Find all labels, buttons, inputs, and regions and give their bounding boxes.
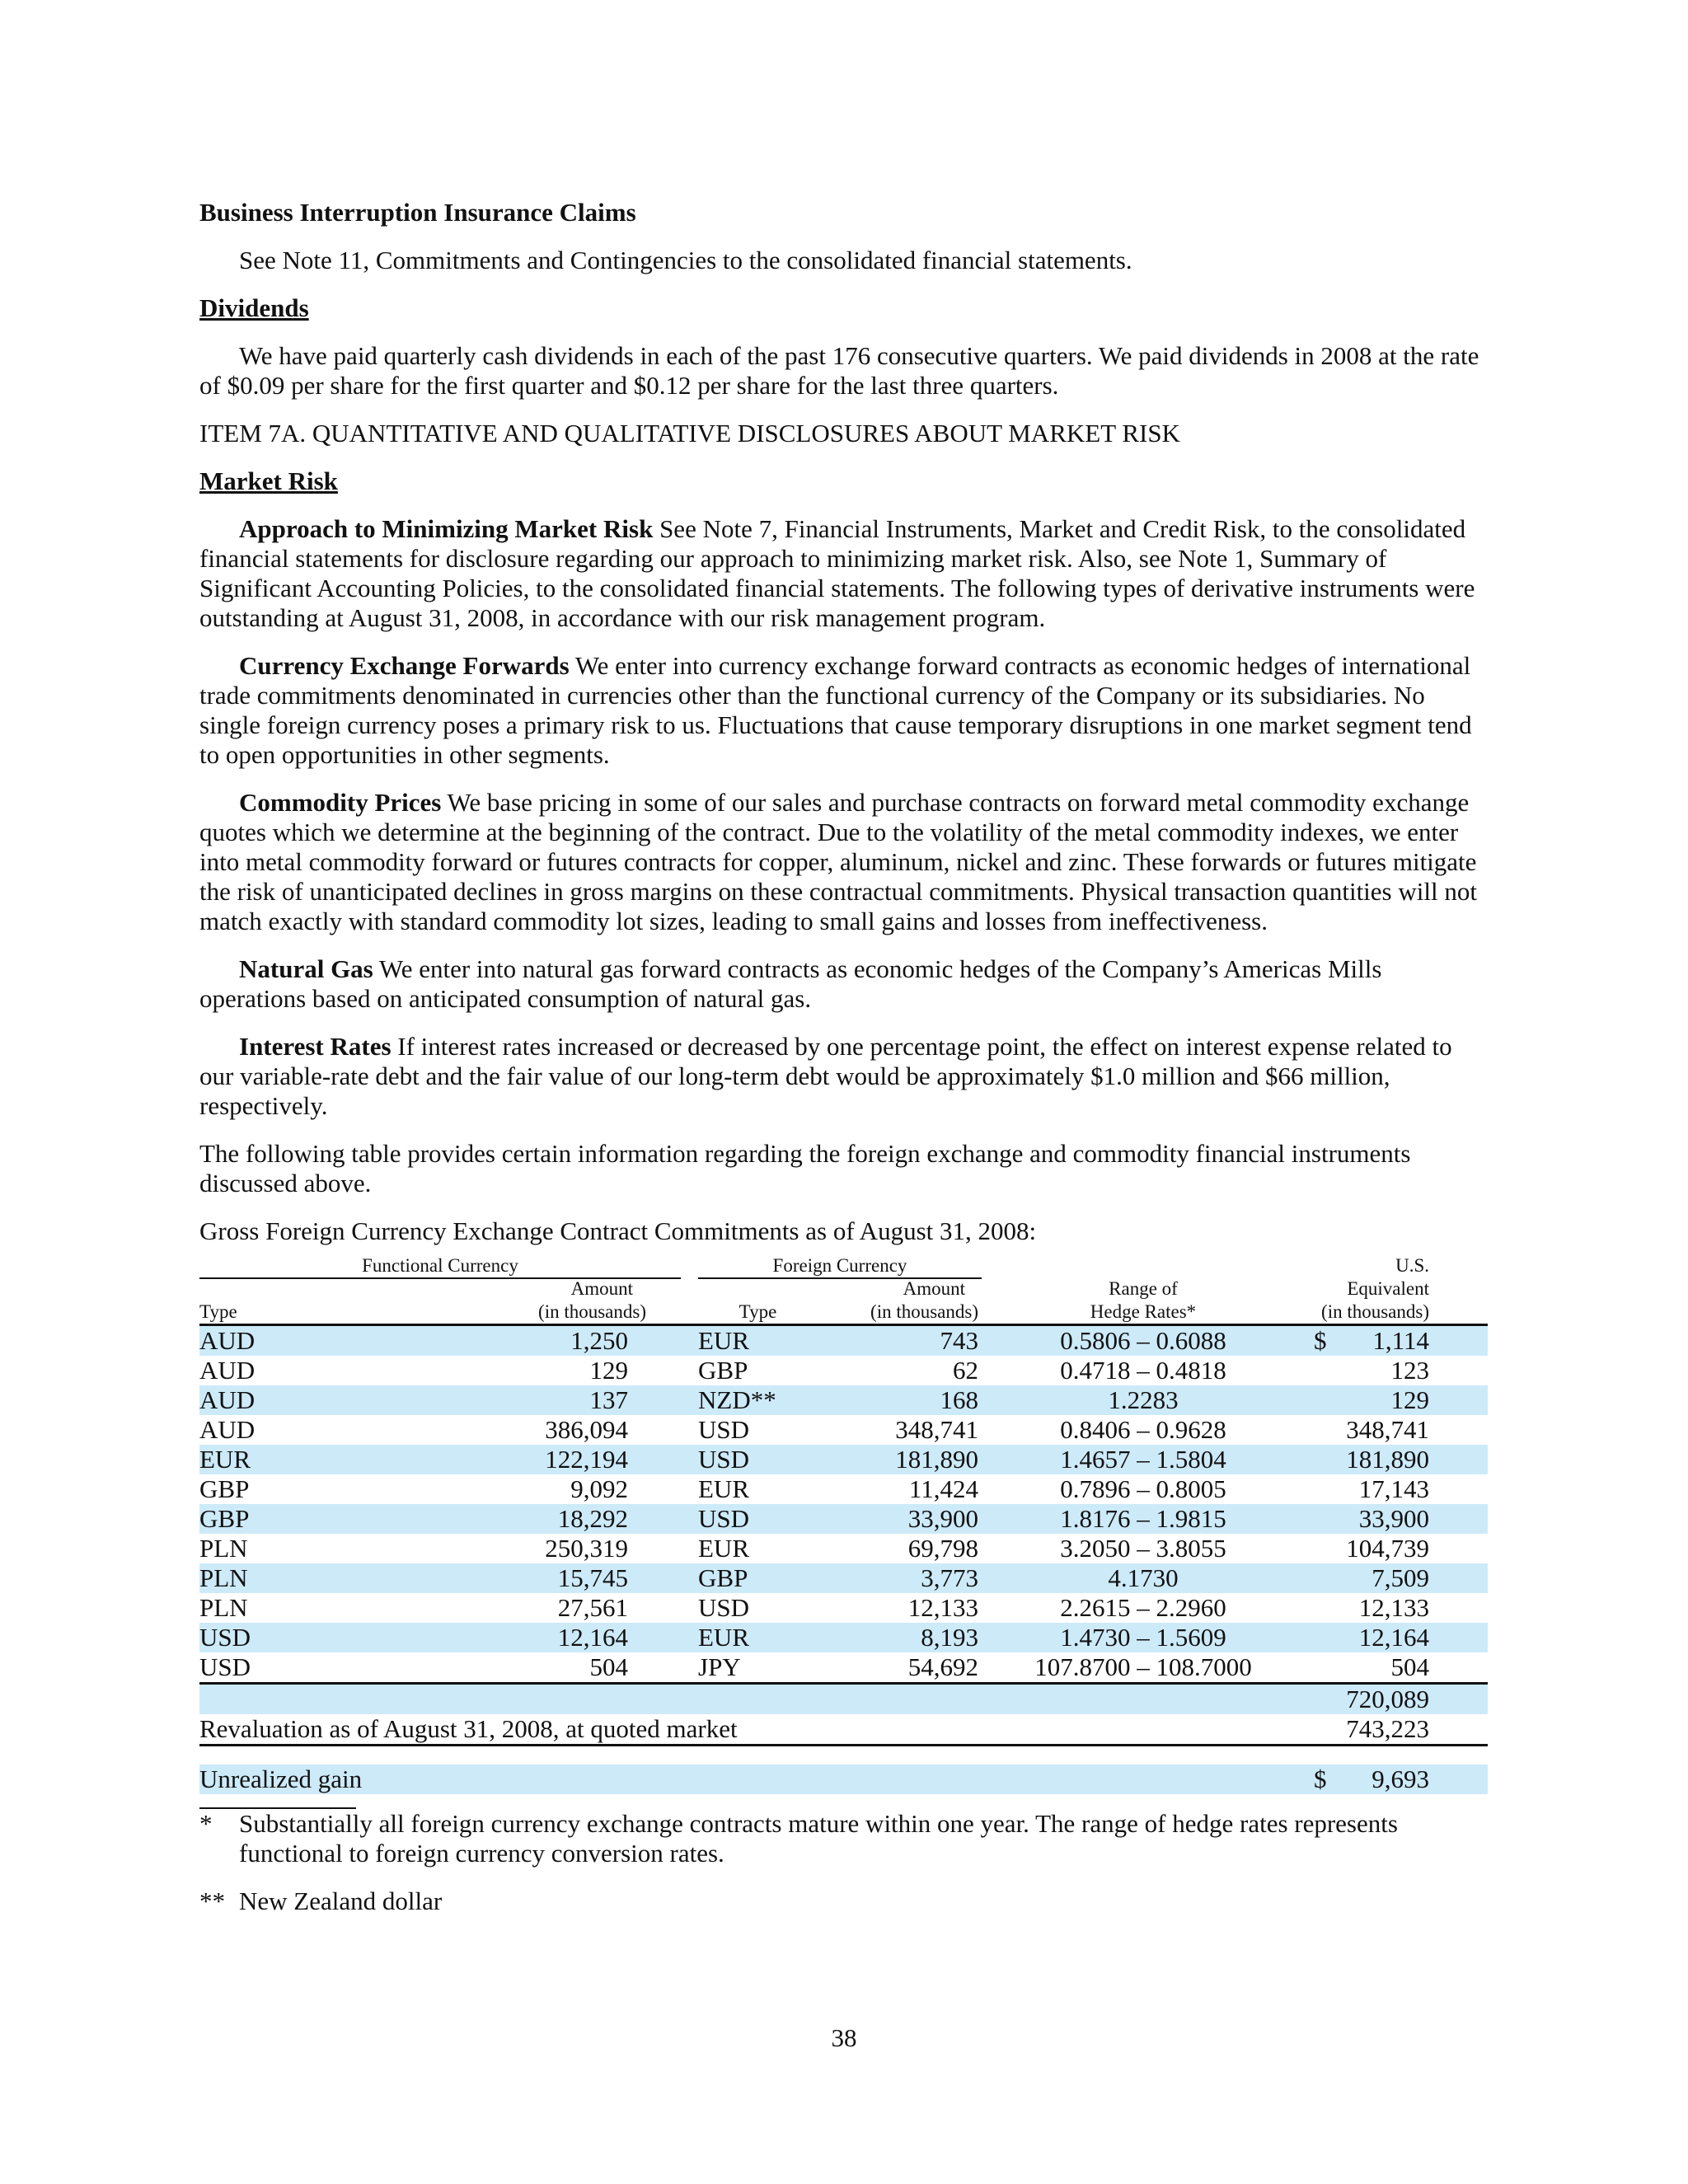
functional-amount: 137: [589, 1385, 628, 1414]
item-7a-heading: ITEM 7A. QUANTITATIVE AND QUALITATIVE DISCLOSURES ABOUT MARKET RISK: [199, 419, 1180, 448]
foreign-amount: 12,133: [907, 1593, 978, 1622]
market-risk-paragraph: [199, 651, 1488, 770]
paragraph-text: We base pricing in some of our sales and purchase contracts on forward metal commodity exchange quotes which we determine at the beginning of the contract. Due to the volatility of the metal commodity indexes, we enter into metal commodity forward or futures contracts for copper, aluminum, nickel and zinc. These forwards or futures mitigate the risk of unanticipated declines in gross margins on these contractual commitments. Physical transaction quantities will not match exactly with standard commodity lot sizes, leading to small gains and losses from ineffectiveness.: [199, 788, 1477, 935]
table-row: [199, 1652, 1488, 1682]
functional-type: PLN: [199, 1593, 248, 1622]
market-risk-paragraph: [199, 954, 1488, 1014]
foreign-amount: 62: [953, 1356, 978, 1385]
foreign-type: EUR: [698, 1534, 749, 1563]
foreign-amount: 3,773: [921, 1563, 978, 1592]
paragraph-text: We enter into currency exchange forward contracts as economic hedges of international trade commitments denominated in currencies other than the functional currency of the Company or its subsidiaries. No single foreign currency poses a primary risk to us. Fluctuations that cause temporary disruptions in one market segment tend to open opportunities in other segments.: [199, 651, 1472, 769]
table-row: [199, 1415, 1488, 1445]
functional-amount: 250,319: [545, 1534, 628, 1563]
us-equivalent: 348,741: [1346, 1415, 1429, 1444]
functional-amount: 386,094: [545, 1415, 628, 1444]
foreign-amount: 69,798: [907, 1534, 978, 1563]
footnote-text: Substantially all foreign currency exchange contracts mature within one year. The range of hedge rates represents functional to foreign currency conversion rates.: [239, 1809, 1398, 1868]
table-row: [199, 1563, 1488, 1593]
foreign-amount: 11,424: [908, 1474, 978, 1503]
hedge-rate-range: 2.2615 – 2.2960: [1060, 1593, 1226, 1622]
functional-type: AUD: [199, 1356, 256, 1385]
us-equivalent: 104,739: [1346, 1534, 1429, 1563]
group-foreign-currency: Foreign Currency: [698, 1254, 982, 1279]
us-equivalent: 7,509: [1372, 1563, 1429, 1592]
unrealized-gain-label: Unrealized gain: [199, 1765, 363, 1793]
footnote: [199, 1886, 1488, 1916]
header-amount: Amount (in thousands): [538, 1278, 646, 1322]
revaluation-label: Revaluation as of August 31, 2008, at quoted market: [199, 1714, 738, 1743]
paragraph-text: See Note 7, Financial Instruments, Market and Credit Risk, to the consolidated financial statements for disclosure regarding our approach to minimizing market risk. Also, see Note 1, Summary of Significant Accounting Policies, to the consolidated financial statements. The following types of derivative instruments were outstanding at August 31, 2008, in accordance with our risk management program.: [199, 514, 1475, 632]
table-caption: Gross Foreign Currency Exchange Contract Commitments as of August 31, 2008:: [199, 1216, 1037, 1245]
market-risk-paragraph: [199, 514, 1488, 633]
table-row: [199, 1504, 1488, 1534]
hedge-rate-range: 107.8700 – 108.7000: [1034, 1652, 1252, 1681]
paragraph-lead: Approach to Minimizing Market Risk: [239, 514, 654, 543]
total-row: [199, 1682, 1488, 1714]
table-row: [199, 1593, 1488, 1623]
foreign-type: GBP: [698, 1356, 748, 1385]
functional-amount: 504: [589, 1652, 628, 1681]
header-us-equivalent: Equivalent (in thousands): [1321, 1278, 1429, 1322]
us-equivalent: 12,133: [1358, 1593, 1429, 1622]
foreign-amount: 348,741: [895, 1415, 978, 1444]
foreign-type: USD: [698, 1445, 750, 1474]
foreign-type: USD: [698, 1593, 750, 1622]
foreign-amount: 8,193: [921, 1623, 978, 1652]
functional-type: AUD: [199, 1415, 256, 1444]
us-equivalent: 504: [1390, 1652, 1429, 1681]
foreign-type: EUR: [698, 1623, 749, 1652]
hedge-rate-range: 0.8406 – 0.9628: [1060, 1415, 1226, 1444]
heading-market-risk: Market Risk: [199, 466, 338, 495]
paragraph-lead: Currency Exchange Forwards: [239, 651, 570, 680]
foreign-type: JPY: [698, 1652, 741, 1681]
table-row: [199, 1385, 1488, 1415]
us-equivalent: 12,164: [1358, 1623, 1429, 1652]
functional-amount: 12,164: [557, 1623, 628, 1652]
functional-type: PLN: [199, 1534, 248, 1563]
functional-type: GBP: [199, 1504, 250, 1533]
revaluation-value: 743,223: [1346, 1714, 1429, 1743]
header-range: Range of Hedge Rates*: [1090, 1278, 1197, 1322]
heading-business-interruption: Business Interruption Insurance Claims: [199, 198, 636, 227]
functional-type: PLN: [199, 1563, 248, 1592]
table-row: [199, 1326, 1488, 1356]
table-row: [199, 1356, 1488, 1385]
foreign-type: EUR: [698, 1474, 749, 1503]
functional-amount: 15,745: [557, 1563, 628, 1592]
business-interruption-text: See Note 11, Commitments and Contingencies to the consolidated financial statements.: [239, 246, 1132, 274]
us-equivalent: $ 1,114: [1314, 1326, 1429, 1355]
hedge-rate-range: 3.2050 – 3.8055: [1060, 1534, 1226, 1563]
heading-dividends: Dividends: [199, 293, 309, 322]
page-number: 38: [831, 2023, 857, 2052]
footnote-mark: *: [199, 1809, 213, 1838]
us-equivalent: 181,890: [1346, 1445, 1429, 1474]
functional-type: USD: [199, 1623, 251, 1652]
footnote-text: New Zealand dollar: [239, 1886, 443, 1915]
revaluation-row: [199, 1714, 1488, 1746]
table-row: [199, 1474, 1488, 1504]
header-us-1: U.S.: [1395, 1255, 1429, 1276]
unrealized-gain-row: [199, 1765, 1488, 1794]
unrealized-gain-value: $ 9,693: [1314, 1765, 1429, 1793]
table-intro-text: The following table provides certain information regarding the foreign exchange and commodity financial instruments discussed above.: [199, 1139, 1411, 1197]
us-equivalent: 123: [1390, 1356, 1429, 1385]
paragraph-lead: Interest Rates: [239, 1032, 392, 1061]
functional-type: AUD: [199, 1385, 256, 1414]
us-equivalent: 17,143: [1358, 1474, 1429, 1503]
hedge-rate-range: 0.4718 – 0.4818: [1060, 1356, 1226, 1385]
paragraph-lead: Natural Gas: [239, 954, 373, 983]
hedge-rate-range: 1.2283: [1108, 1385, 1179, 1414]
footnote: [199, 1809, 1488, 1868]
foreign-amount: 181,890: [895, 1445, 978, 1474]
market-risk-paragraph: [199, 788, 1488, 936]
document-page: [199, 198, 1488, 1934]
functional-amount: 122,194: [545, 1445, 628, 1474]
functional-type: AUD: [199, 1326, 256, 1355]
us-equivalent: 129: [1390, 1385, 1429, 1414]
hedge-rate-range: 0.5806 – 0.6088: [1060, 1326, 1226, 1355]
table-row: [199, 1445, 1488, 1474]
table-row: [199, 1534, 1488, 1563]
foreign-type: USD: [698, 1504, 750, 1533]
functional-amount: 1,250: [570, 1326, 628, 1355]
currency-contracts-table: [199, 1254, 1488, 1809]
paragraph-text: If interest rates increased or decreased by one percentage point, the effect on interest expense related to our variable-rate debt and the fair value of our long-term debt would be approximately $1.0 million and $66 million, respectively.: [199, 1032, 1452, 1120]
functional-amount: 129: [589, 1356, 628, 1385]
table-row: [199, 1623, 1488, 1652]
functional-type: USD: [199, 1652, 251, 1681]
foreign-amount: 33,900: [907, 1504, 978, 1533]
foreign-amount: 743: [940, 1326, 978, 1355]
paragraph-text: We enter into natural gas forward contracts as economic hedges of the Company’s Americas Mills operations based on anticipated consumption of natural gas.: [199, 954, 1382, 1013]
paragraph-lead: Commodity Prices: [239, 788, 442, 817]
foreign-amount: 168: [940, 1385, 978, 1414]
us-equivalent: 33,900: [1358, 1504, 1429, 1533]
hedge-rate-range: 1.8176 – 1.9815: [1060, 1504, 1226, 1533]
foreign-type: NZD**: [698, 1385, 776, 1414]
hedge-rate-range: 4.1730: [1108, 1563, 1179, 1592]
functional-amount: 9,092: [570, 1474, 628, 1503]
market-risk-paragraph: [199, 1032, 1488, 1121]
header-foreign-amount: Amount (in thousands): [870, 1278, 978, 1322]
header-foreign-type: Type: [738, 1301, 777, 1322]
functional-amount: 27,561: [557, 1593, 628, 1622]
hedge-rate-range: 1.4730 – 1.5609: [1060, 1623, 1226, 1652]
table-header-row: [199, 1277, 1488, 1326]
header-type: Type: [199, 1301, 237, 1322]
total-value: 720,089: [1346, 1685, 1429, 1713]
functional-type: GBP: [199, 1474, 250, 1503]
dividends-text: We have paid quarterly cash dividends in each of the past 176 consecutive quarters. We paid dividends in 2008 at the rate of $0.09 per share for the first quarter and $0.12 per share for the last three quarters.: [199, 341, 1479, 400]
hedge-rate-range: 0.7896 – 0.8005: [1060, 1474, 1226, 1503]
foreign-type: EUR: [698, 1326, 749, 1355]
functional-type: EUR: [199, 1445, 251, 1474]
footnote-mark: **: [199, 1886, 225, 1915]
foreign-type: GBP: [698, 1563, 748, 1592]
foreign-type: USD: [698, 1415, 750, 1444]
group-functional-currency: Functional Currency: [199, 1254, 681, 1279]
functional-amount: 18,292: [557, 1504, 628, 1533]
table-group-headers: [199, 1254, 1488, 1277]
foreign-amount: 54,692: [907, 1652, 978, 1681]
hedge-rate-range: 1.4657 – 1.5804: [1060, 1445, 1226, 1474]
